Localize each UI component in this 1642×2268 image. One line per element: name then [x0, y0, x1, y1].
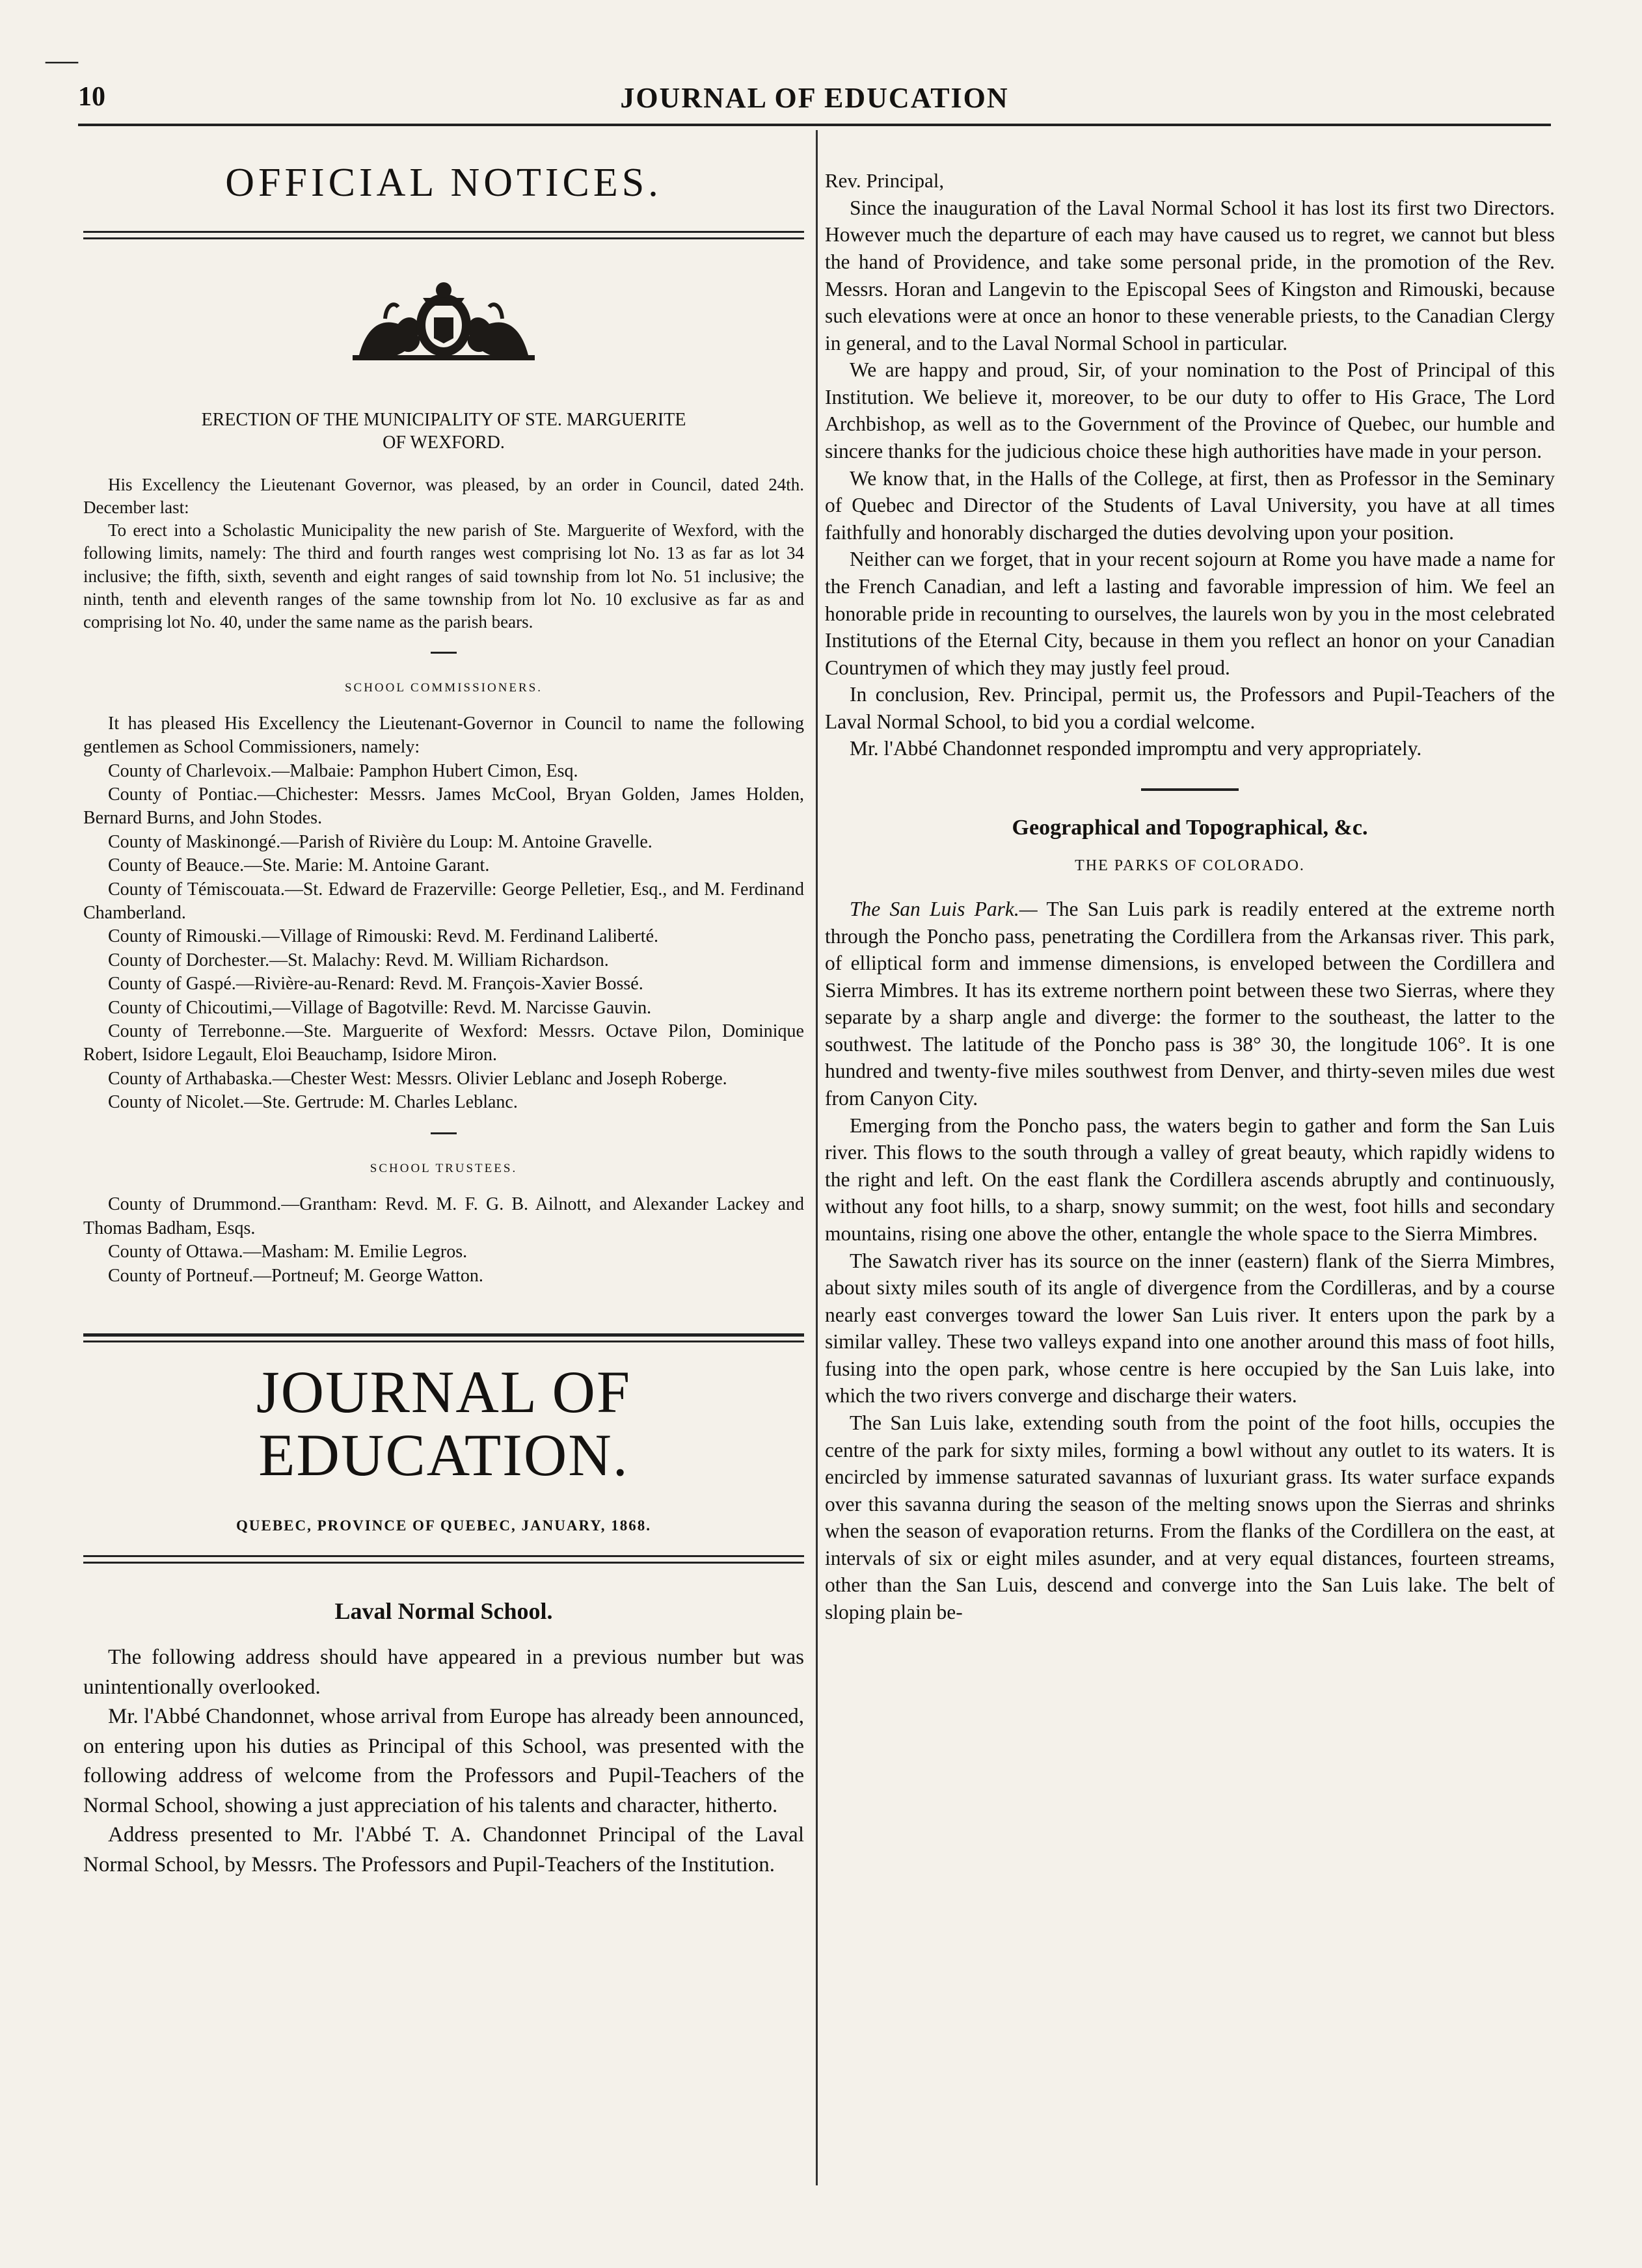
double-rule [83, 231, 804, 239]
geo-paragraph: Emerging from the Poncho pass, the waters begin to gather and form the San Luis river. This flows to the south through a valley of great beauty, which rapidly widens to the right and left. On the east flank the Cordillera ascends abruptly and continuously, without any foot hills, to a sharp, snowy summit; on the west, foot hills and secondary mountains, rising one above the other, entangle the whole space to the Sierra Mimbres. [825, 1114, 1555, 1245]
geographical-heading: Geographical and Topographical, &c. [1012, 815, 1368, 840]
address-paragraph: We are happy and proud, Sir, of your nomination to the Post of Principal of this Institution. We believe it, moreover, to be our duty to offer to His Grace, The Lord Archbishop, as well as to the Government of the Province of Quebec, our humble and sincere thanks for the judicious choice these high authorities have made in your person. [825, 358, 1555, 463]
trustee-entry: County of Portneuf.—Portneuf; M. George Watton. [108, 1265, 483, 1286]
geo-paragraph: The San Luis lake, extending south from the point of the foot hills, occupies the centre of the park for sixty miles, forming a bowl without any outlet to its waters. It is encircled by immense saturated savannas of luxuriant grass. Its water surface expands over this savanna during the season of the melting snows upon the Sierras and shrinks when the season of evaporation returns. From the flanks of the Cordillera on the east, at intervals of six or eight miles asunder, and at very equal distances, fourteen streams, other than the San Luis, descend and converge into the San Luis lake. The belt of sloping plain be- [825, 1411, 1555, 1624]
commissioner-entry: County of Pontiac.—Chichester: Messrs. James McCool, Bryan Golden, James Holden, Bernard Burns, and John Stodes. [83, 784, 804, 829]
commissioner-entry: County of Dorchester.—St. Malachy: Revd. M. William Richardson. [108, 950, 609, 970]
laval-paragraph: Mr. l'Abbé Chandonnet, whose arrival from Europe has already been announced, on entering upon his duties as Principal of this School, was presented with the following address of welcome from the Professors and Pupil-Teachers of the Normal School, showing a just appreciation of his talents and character, hitherto. [83, 1705, 804, 1817]
commissioners-heading: SCHOOL COMMISSIONERS. [344, 680, 543, 695]
journal-masthead: JOURNAL OF EDUCATION. [256, 1359, 632, 1488]
parks-subheading: THE PARKS OF COLORADO. [1075, 857, 1305, 874]
section-double-rule [83, 1333, 804, 1342]
section-rule [1141, 788, 1239, 791]
short-rule [431, 1132, 457, 1134]
commissioner-entry: County of Nicolet.—Ste. Gertrude: M. Charles Leblanc. [108, 1092, 518, 1113]
trustee-entry: County of Ottawa.—Masham: M. Emilie Legros. [108, 1242, 468, 1262]
san-luis-paragraph [825, 896, 1555, 1112]
running-head [78, 81, 1551, 120]
coat-of-arms-emblem [346, 278, 541, 363]
dateline: QUEBEC, PROVINCE OF QUEBEC, JANUARY, 1868. [236, 1517, 651, 1534]
commissioners-intro: It has pleased His Excellency the Lieutenant-Governor in Council to name the following gentlemen as School Commissioners, namely: [83, 713, 804, 758]
page-number: 10 [78, 82, 105, 112]
commissioner-entry: County of Chicoutimi,—Village of Bagotville: Revd. M. Narcisse Gauvin. [108, 997, 652, 1018]
header-rule [78, 124, 1551, 126]
commissioner-entry: County of Terrebonne.—Ste. Marguerite of Wexford: Messrs. Octave Pilon, Dominique Robert, Isidore Legault, Eloi Beauchamp, Isidore Miron. [83, 1021, 804, 1065]
trustees-heading: SCHOOL TRUSTEES. [370, 1162, 518, 1176]
san-luis-label: The San Luis Park.— [850, 897, 1038, 920]
laval-heading: Laval Normal School. [334, 1598, 553, 1625]
running-title: JOURNAL OF EDUCATION [620, 82, 1009, 114]
trustee-entry: County of Drummond.—Grantham: Revd. M. F. G. B. Ailnott, and Alexander Lackey and Thomas Badham, Esqs. [83, 1194, 804, 1238]
erection-paragraph: His Excellency the Lieutenant Governor, was pleased, by an order in Council, dated 24th. December last: [83, 475, 804, 518]
commissioner-entry: County of Gaspé.—Rivière-au-Renard: Revd. M. François-Xavier Bossé. [108, 974, 643, 994]
double-rule [83, 1555, 804, 1564]
left-column [83, 133, 804, 1880]
address-paragraph: Mr. l'Abbé Chandonnet responded impromptu and very appropriately. [850, 737, 1422, 760]
address-paragraph: We know that, in the Halls of the College, at first, then as Professor in the Seminary of Quebec and Director of the Students of Laval University, you have at all times faithfully and honorably discharged the duties devolving upon your position. [825, 466, 1555, 544]
corner-mark: — [46, 41, 78, 77]
laval-paragraph: Address presented to Mr. l'Abbé T. A. Chandonnet Principal of the Laval Normal School, by Messrs. The Professors and Pupil-Teachers of the Institution. [83, 1823, 804, 1876]
san-luis-text: The San Luis park is readily entered at the extreme north through the Poncho pass, penetrating the Cordillera from the Arkansas river. This park, of elliptical form and immense dimensions, is enveloped between the Cordillera and Sierra Mimbres. It has its extreme northern point between these two Sierras, where they separate by a sharp angle and diverge: the former to the southeast, the latter to the southwest. The latitude of the Poncho pass is 38° 30, the longitude 106°. It is one hundred and twenty-five miles southwest from Denver, and thirty-seven miles due west from Canyon City. [825, 897, 1555, 1110]
right-column [825, 133, 1555, 1626]
geo-paragraph: The Sawatch river has its source on the inner (eastern) flank of the Sierra Mimbres, about sixty miles south of its angle of divergence from the Cordilleras, and by a course nearly east converges toward the lower San Luis river. It enters upon the park by a similar valley. These two valleys expand into one another around this mass of foot hills, fusing into the open park, whose centre is here occupied by the San Luis lake, into which the two rivers converge and discharge their waters. [825, 1249, 1555, 1407]
salutation: Rev. Principal, [825, 169, 945, 192]
commissioner-entry: County of Beauce.—Ste. Marie: M. Antoine Garant. [108, 855, 490, 876]
column-divider [816, 130, 818, 2185]
address-paragraph: Since the inauguration of the Laval Normal School it has lost its first two Directors. However much the departure of each may have caused us to regret, we cannot but bless the hand of Providence, and take some personal pride, in the promotion of the Rev. Messrs. Horan and Langevin to the Episcopal Sees of Kingston and Rimouski, because such elevations were at once an honor to these venerable priests, to the Canadian Clergy in general, and to the Laval Normal School in particular. [825, 196, 1555, 354]
address-paragraph: Neither can we forget, that in your recent sojourn at Rome you have made a name for the French Canadian, and left a lasting and favorable impression of him. We feel an honorable pride in recounting to ourselves, the laurels won by you in the most celebrated Institutions of the Eternal City, because in them you reflect an honor on your Canadian Countrymen of which they may justly feel proud. [825, 548, 1555, 679]
erection-paragraph: To erect into a Scholastic Municipality the new parish of Ste. Marguerite of Wexford, with the following limits, namely: The third and fourth ranges west comprising lot No. 13 as far as lot 34 inclusive; the fifth, sixth, seventh and eight ranges of said township from lot No. 51 inclusive; the ninth, tenth and eleventh ranges of the same township from lot No. 10 exclusive as far as and comprising lot No. 40, under the same name as the parish bears. [83, 520, 804, 632]
commissioner-entry: County of Maskinongé.—Parish of Rivière du Loup: M. Antoine Gravelle. [108, 831, 653, 852]
laval-paragraph: The following address should have appeared in a previous number but was unintentionally overlooked. [83, 1646, 804, 1699]
short-rule [431, 652, 457, 654]
commissioner-entry: County of Charlevoix.—Malbaie: Pamphon Hubert Cimon, Esq. [108, 760, 578, 781]
commissioner-entry: County of Arthabaska.—Chester West: Messrs. Olivier Leblanc and Joseph Roberge. [108, 1068, 727, 1089]
official-notices-title: OFFICIAL NOTICES. [225, 161, 662, 205]
erection-heading [83, 408, 804, 454]
erection-heading-line1: ERECTION OF THE MUNICIPALITY OF STE. MARGUERITE [201, 410, 686, 431]
commissioner-entry: County of Rimouski.—Village of Rimouski: Revd. M. Ferdinand Laliberté. [108, 926, 659, 947]
address-paragraph: In conclusion, Rev. Principal, permit us, the Professors and Pupil-Teachers of the Laval Normal School, to bid you a cordial welcome. [825, 683, 1555, 733]
commissioner-entry: County of Témiscouata.—St. Edward de Frazerville: George Pelletier, Esq., and M. Ferdinand Chamberland. [83, 879, 804, 923]
erection-heading-line2: OF WEXFORD. [383, 433, 505, 453]
